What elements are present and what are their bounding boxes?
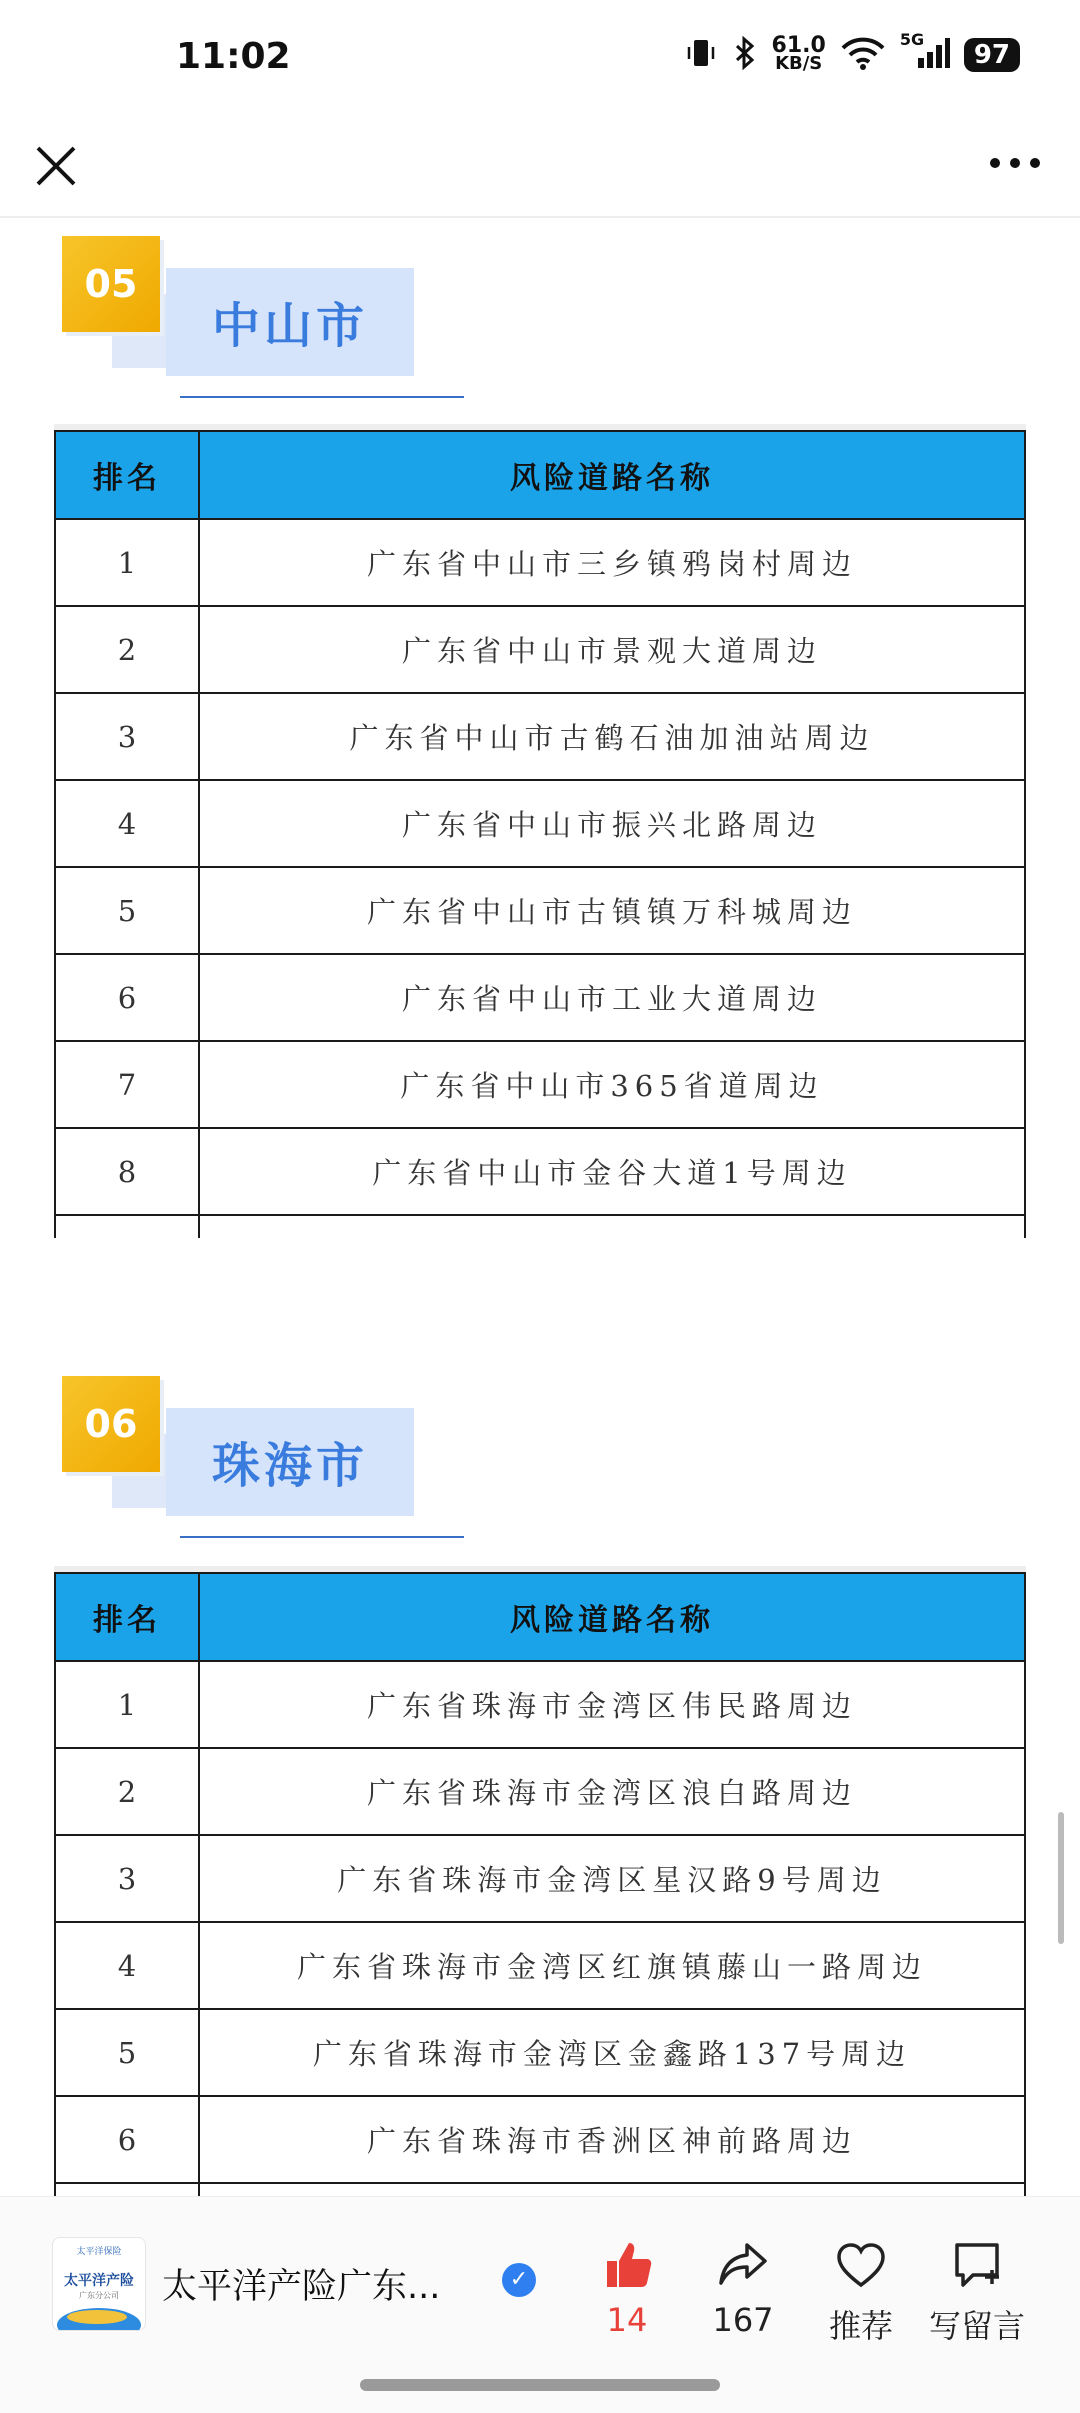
table-row bbox=[55, 1835, 1025, 1922]
table-row bbox=[55, 2009, 1025, 2096]
rank-cell: 5 bbox=[55, 2009, 199, 2096]
table-row bbox=[55, 1748, 1025, 1835]
comment-label: 写留言 bbox=[928, 2307, 1025, 2345]
more-button[interactable] bbox=[990, 158, 1050, 178]
road-cell: 广东省珠海市金湾区星汉路9号周边 bbox=[199, 1835, 1025, 1922]
account-name[interactable]: 太平洋产险广东... bbox=[162, 2267, 441, 2307]
section-header-zhuhai bbox=[0, 1376, 1080, 1540]
table-header-row bbox=[55, 431, 1025, 519]
rank-cell: 7 bbox=[55, 1041, 199, 1128]
road-cell: 广东省中山市工业大道周边 bbox=[199, 954, 1025, 1041]
column-header-road: 风险道路名称 bbox=[199, 431, 1025, 519]
road-cell: 广东省珠海市金湾区伟民路周边 bbox=[199, 1661, 1025, 1748]
table-row bbox=[55, 954, 1025, 1041]
section-number-badge: 05 bbox=[62, 236, 160, 332]
top-nav bbox=[0, 120, 1080, 218]
table-row bbox=[55, 2096, 1025, 2183]
table-row bbox=[55, 780, 1025, 867]
table-row bbox=[55, 1128, 1025, 1215]
section-header-zhongshan bbox=[0, 236, 1080, 400]
home-indicator[interactable] bbox=[360, 2379, 720, 2391]
road-cell: 广东省珠海市金湾区浪白路周边 bbox=[199, 1748, 1025, 1835]
recommend-button[interactable] bbox=[806, 2237, 916, 2347]
share-icon bbox=[715, 2237, 771, 2293]
table-row bbox=[55, 519, 1025, 606]
vibrate-icon bbox=[684, 36, 718, 74]
section-number-badge: 06 bbox=[62, 1376, 160, 1472]
road-cell: 广东省中山市古镇镇万科城周边 bbox=[199, 867, 1025, 954]
close-button[interactable] bbox=[30, 140, 82, 192]
road-cell: 广东省中山市三乡镇鸦岗村周边 bbox=[199, 519, 1025, 606]
column-header-rank: 排名 bbox=[55, 1573, 199, 1661]
status-time: 11:02 bbox=[176, 36, 291, 77]
road-cell: 广东省珠海市香洲区神前路周边 bbox=[199, 2096, 1025, 2183]
risk-road-table-zhongshan bbox=[54, 424, 1026, 1238]
rank-cell: 1 bbox=[55, 519, 199, 606]
road-cell: 广东省珠海市金湾区红旗镇藤山一路周边 bbox=[199, 1922, 1025, 2009]
risk-road-table-zhuhai bbox=[54, 1566, 1026, 2196]
road-cell: 广东省中山市振兴北路周边 bbox=[199, 780, 1025, 867]
section-city-title: 中山市 bbox=[166, 268, 414, 376]
page-scrollbar[interactable] bbox=[1058, 1812, 1064, 1944]
share-count: 167 bbox=[712, 2301, 774, 2339]
rank-cell: 1 bbox=[55, 1661, 199, 1748]
table-header-row bbox=[55, 1573, 1025, 1661]
like-count: 14 bbox=[606, 2301, 648, 2339]
recommend-label: 推荐 bbox=[828, 2307, 893, 2345]
rank-cell: 6 bbox=[55, 954, 199, 1041]
like-button[interactable] bbox=[572, 2237, 682, 2339]
rank-cell: 4 bbox=[55, 780, 199, 867]
column-header-rank: 排名 bbox=[55, 431, 199, 519]
section-underline bbox=[180, 1536, 464, 1538]
comment-icon bbox=[949, 2237, 1005, 2293]
thumbs-up-icon bbox=[599, 2237, 655, 2293]
rank-cell: 3 bbox=[55, 693, 199, 780]
section-city-title: 珠海市 bbox=[166, 1408, 414, 1516]
rank-cell: 3 bbox=[55, 1835, 199, 1922]
road-cell: 广东省中山市365省道周边 bbox=[199, 1041, 1025, 1128]
road-cell: 广东省中山市古鹤石油加油站周边 bbox=[199, 693, 1025, 780]
rank-cell: 4 bbox=[55, 1922, 199, 2009]
column-header-road: 风险道路名称 bbox=[199, 1573, 1025, 1661]
verified-icon: ✓ bbox=[502, 2263, 536, 2297]
road-cell: 广东省珠海市金湾区金鑫路137号周边 bbox=[199, 2009, 1025, 2096]
table-row-truncated bbox=[55, 1215, 1025, 1238]
bottom-action-bar bbox=[0, 2196, 1080, 2413]
more-icon bbox=[990, 158, 1000, 168]
bluetooth-icon bbox=[732, 36, 758, 74]
comment-button[interactable] bbox=[922, 2237, 1032, 2347]
wifi-icon bbox=[840, 36, 886, 74]
cell-signal-icon: 5G bbox=[900, 36, 950, 74]
road-cell: 广东省中山市景观大道周边 bbox=[199, 606, 1025, 693]
table-row bbox=[55, 867, 1025, 954]
net-speed: 61.0 KB/S bbox=[771, 33, 826, 74]
rank-cell: 2 bbox=[55, 1748, 199, 1835]
heart-icon bbox=[833, 2237, 889, 2293]
table-row-truncated bbox=[55, 2183, 1025, 2196]
rank-cell: 2 bbox=[55, 606, 199, 693]
status-bar bbox=[0, 0, 1080, 120]
account-avatar[interactable]: 太平洋保险 太平洋产险 广东分公司 bbox=[52, 2237, 146, 2331]
table-row bbox=[55, 606, 1025, 693]
battery-indicator: 97 bbox=[964, 38, 1020, 72]
table-row bbox=[55, 1922, 1025, 2009]
rank-cell: 5 bbox=[55, 867, 199, 954]
table-row bbox=[55, 693, 1025, 780]
share-button[interactable] bbox=[688, 2237, 798, 2339]
rank-cell: 6 bbox=[55, 2096, 199, 2183]
status-icons bbox=[684, 30, 1020, 74]
road-cell: 广东省中山市金谷大道1号周边 bbox=[199, 1128, 1025, 1215]
close-icon bbox=[30, 140, 82, 192]
table-row bbox=[55, 1661, 1025, 1748]
section-underline bbox=[180, 396, 464, 398]
table-row bbox=[55, 1041, 1025, 1128]
rank-cell: 8 bbox=[55, 1128, 199, 1215]
